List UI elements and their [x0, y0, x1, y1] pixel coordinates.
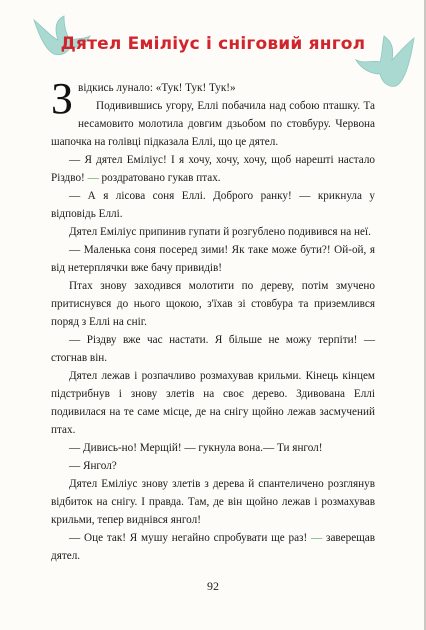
- paragraph: — Янгол?: [69, 460, 117, 472]
- paragraph: — Оце так! Я мушу негайно спробувати ще раз! — заверещав дятел.: [51, 532, 376, 562]
- paragraph: Дятел Еміліус припинив гупати й розгублено подивився на неї.: [69, 226, 371, 238]
- paragraph: Звідкись лунало: «Тук! Тук! Тук!»: [51, 74, 236, 123]
- chapter-title: Дятел Еміліус і сніговий янгол: [60, 34, 366, 54]
- paragraph: — Дивись-но! Мерщій! — гукнула вона.— Ти янгол!: [69, 442, 323, 454]
- paragraph: — А я лісова соня Еллі. Доброго ранку! — крикнула у відповідь Еллі.: [51, 190, 376, 220]
- drop-cap: З: [51, 74, 74, 123]
- paragraph: — Різдву вже час настати. Я більше не можу терпіти! — стогнав він.: [51, 334, 376, 364]
- paragraph: Птах знову заходився молотити по дереву, потім змучено притиснувся до нього щокою, з'їхав зі стовбура та приземлився поряд з Еллі на сніг.: [51, 280, 375, 328]
- paragraph: Дятел лежав і розпачливо розмахував крильми. Кінець кінцем підстрибнув і знову злетів на своє дерево. Здивована Еллі подивилася на те саме місце, де на снігу щойно лежав засмучений птах.: [51, 370, 375, 436]
- story-text: [51, 74, 376, 565]
- paragraph: Дятел Еміліус знову злетів з дерева й спантеличено розглянув відбиток на снігу. І правда. Там, де він щойно лежав і розмахував крильми, тепер виднівся янгол!: [51, 478, 375, 526]
- page-number: 92: [207, 579, 219, 593]
- paragraph: — Маленька соня посеред зими! Як таке може бути?! Ой-ой, я від нетерплячки вже бачу привидів!: [51, 244, 375, 274]
- paragraph: Подивившись угору, Еллі побачила над собою пташку. Та несамовито молотила довгим дзьобом по стовбуру. Червона шапочка на голівці підказала Еллі, що це дятел.: [51, 100, 375, 148]
- paragraph: — Я дятел Еміліус! І я хочу, хочу, хочу, щоб нарешті настало Різдво! — роздратовано гукав птах.: [51, 154, 375, 184]
